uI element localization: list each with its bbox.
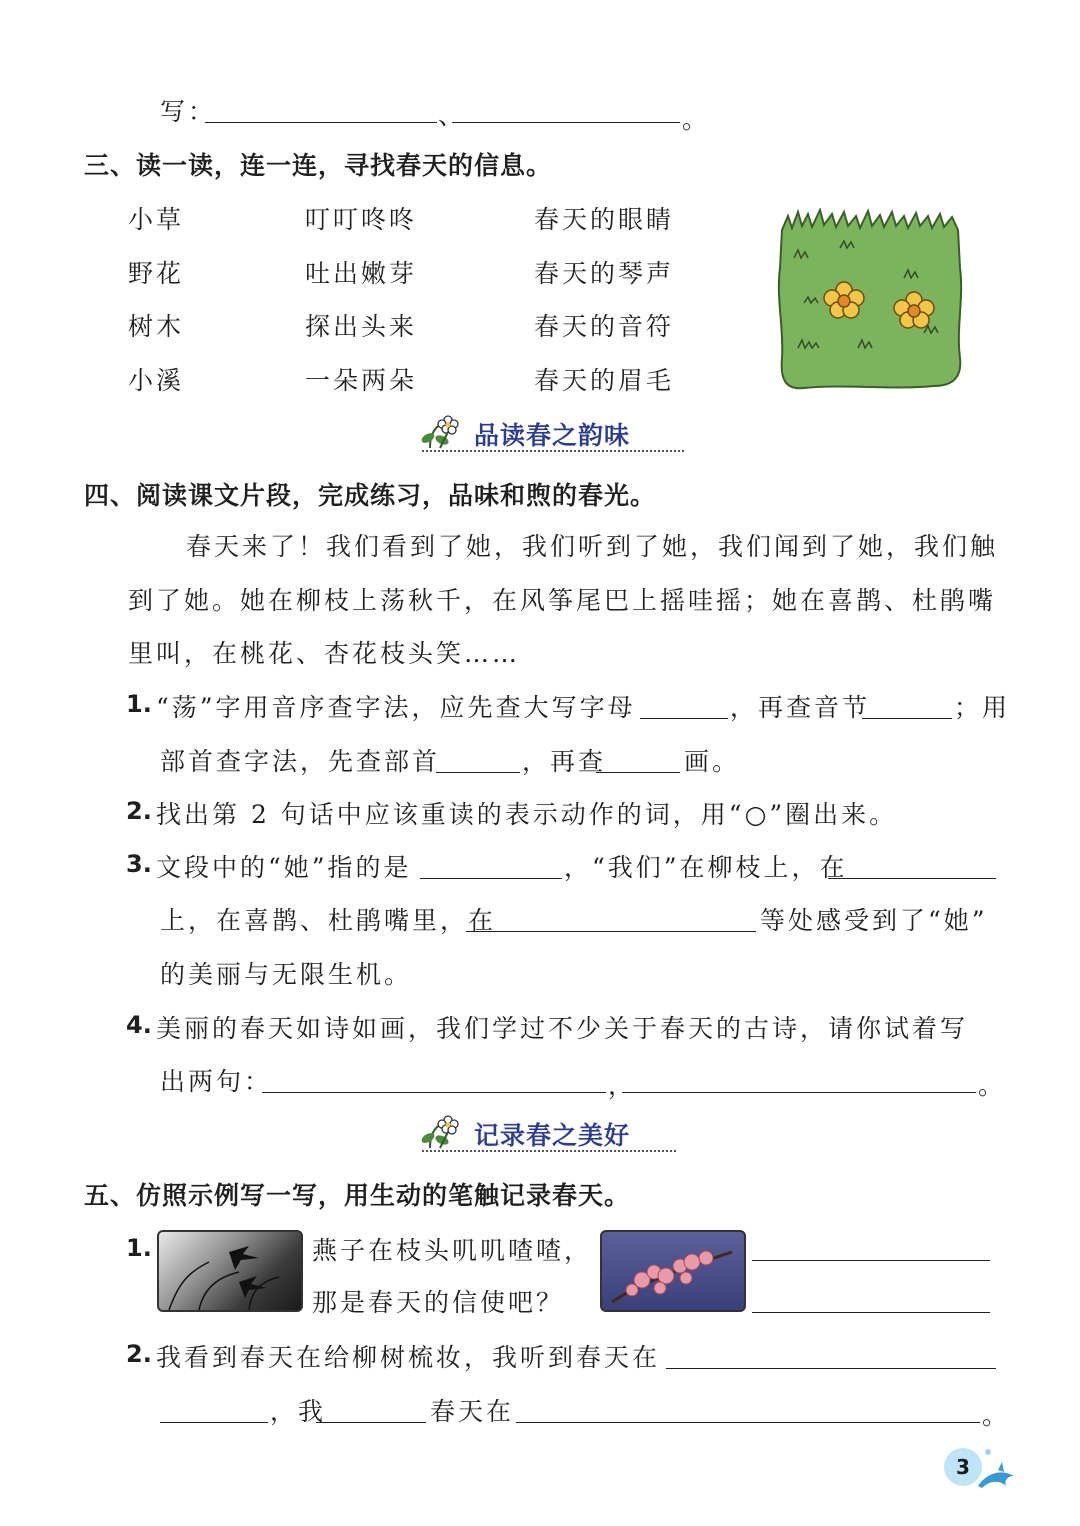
question-text: ，我: [270, 1397, 327, 1426]
answer-blank[interactable]: [452, 122, 680, 123]
question-text: 春天在: [430, 1397, 515, 1426]
dolphin-icon: [972, 1446, 1020, 1492]
blossom-photo: [600, 1230, 746, 1312]
match-item[interactable]: 树木: [128, 312, 185, 341]
answer-blank[interactable]: [160, 1422, 268, 1423]
question-text: 的美丽与无限生机。: [160, 960, 413, 989]
section-5-title: 五、仿照示例写一写，用生动的笔触记录春天。: [84, 1181, 631, 1210]
section-3-title: 三、读一读，连一连，寻找春天的信息。: [84, 151, 553, 180]
match-item[interactable]: 春天的琴声: [534, 259, 675, 288]
example-text: 燕子在枝头叽叽喳喳，: [312, 1236, 593, 1265]
question-text: 出两句：: [160, 1067, 273, 1096]
period: 。: [978, 1071, 1007, 1100]
swallow-photo: [157, 1230, 303, 1312]
banner-underline: [422, 1150, 676, 1152]
passage-line: 里叫，在桃花、杏花枝头笑……: [128, 639, 521, 668]
question-number: 2.: [126, 797, 152, 825]
match-item[interactable]: 小草: [128, 205, 185, 234]
answer-blank[interactable]: [420, 878, 562, 879]
match-item[interactable]: 一朵两朵: [305, 366, 418, 395]
period: 。: [682, 105, 711, 134]
answer-blank[interactable]: [752, 1260, 990, 1261]
answer-blank[interactable]: [862, 718, 952, 719]
answer-blank[interactable]: [752, 1312, 990, 1313]
answer-blank[interactable]: [316, 1422, 426, 1423]
question-number: 4.: [126, 1011, 152, 1039]
match-item[interactable]: 春天的音符: [534, 312, 675, 341]
separator: ，: [608, 1071, 637, 1100]
write-label: 写：: [160, 97, 217, 126]
question-text: ，再查: [522, 747, 607, 776]
match-item[interactable]: 春天的眼睛: [534, 205, 675, 234]
question-text: 找出第 2 句话中应该重读的表示动作的词，用“○”圈出来。: [156, 800, 898, 829]
question-number: 1.: [126, 690, 152, 718]
match-item[interactable]: 春天的眉毛: [534, 366, 675, 395]
question-text: 美丽的春天如诗如画，我们学过不少关于春天的古诗，请你试着写: [156, 1014, 969, 1043]
answer-blank[interactable]: [436, 772, 520, 773]
sprout-flower-icon: [420, 1112, 466, 1150]
banner-title: 记录春之美好: [474, 1121, 631, 1150]
match-item[interactable]: 吐出嫩芽: [305, 259, 418, 288]
passage-line: 到了她。她在柳枝上荡秋千，在风筝尾巴上摇哇摇；她在喜鹊、杜鹃嘴: [128, 586, 997, 615]
period: 。: [982, 1401, 1011, 1430]
question-number: 1.: [126, 1234, 152, 1262]
question-text: 部首查字法，先查部首: [160, 747, 441, 776]
match-item[interactable]: 叮叮咚咚: [305, 205, 418, 234]
sprout-flower-icon: [420, 412, 466, 450]
question-text: 我看到春天在给柳树梳妆，我听到春天在: [156, 1343, 661, 1372]
separator: 、: [438, 101, 467, 130]
banner-title: 品读春之韵味: [474, 421, 631, 450]
match-item[interactable]: 小溪: [128, 366, 185, 395]
question-text: 画。: [684, 747, 741, 776]
question-text: ，再查音节: [730, 693, 871, 722]
answer-blank[interactable]: [828, 878, 996, 879]
answer-blank[interactable]: [640, 718, 728, 719]
example-text: 那是春天的信使吧？: [312, 1288, 565, 1317]
answer-blank[interactable]: [666, 1368, 996, 1369]
question-text: “荡”字用音序查字法，应先查大写字母: [156, 693, 636, 722]
answer-blank[interactable]: [596, 772, 680, 773]
banner-underline: [422, 450, 684, 452]
question-text: ，“我们”在柳枝上，在: [564, 853, 848, 882]
question-text: 文段中的“她”指的是: [156, 853, 412, 882]
answer-blank[interactable]: [516, 1422, 980, 1423]
match-item[interactable]: 探出头来: [305, 312, 418, 341]
passage-line: 春天来了！我们看到了她，我们听到了她，我们闻到了她，我们触: [186, 532, 999, 561]
question-text: 等处感受到了“她”: [760, 906, 988, 935]
question-text: 上，在喜鹊、杜鹃嘴里，在: [160, 906, 497, 935]
match-item[interactable]: 野花: [128, 259, 185, 288]
question-text: ；用: [954, 693, 1011, 722]
grass-flowers-illustration: [774, 208, 968, 392]
answer-blank[interactable]: [622, 1092, 976, 1093]
page-number: 3: [944, 1448, 982, 1486]
question-number: 2.: [126, 1340, 152, 1368]
answer-blank[interactable]: [205, 122, 437, 123]
answer-blank[interactable]: [262, 1092, 606, 1093]
question-number: 3.: [126, 850, 152, 878]
section-4-title: 四、阅读课文片段，完成练习，品味和煦的春光。: [84, 481, 657, 510]
answer-blank[interactable]: [466, 931, 756, 932]
